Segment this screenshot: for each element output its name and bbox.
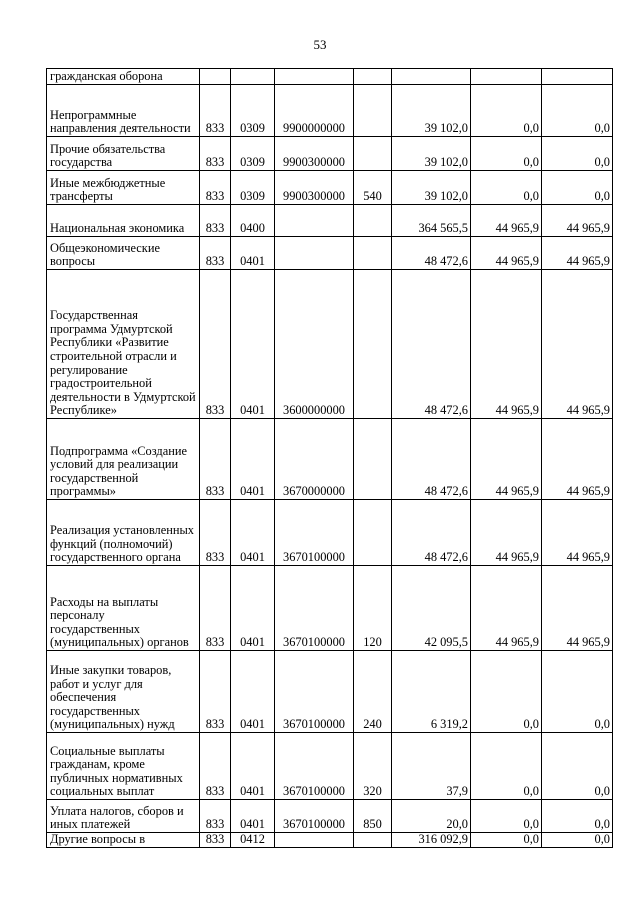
target-article [275,69,354,85]
section-code [231,69,275,85]
ministry-code: 833 [200,833,231,848]
row-name: Иные закупки товаров, работ и услуг для обеспечения государственных (муниципальных) нужд [47,651,200,733]
amount-year-1: 48 472,6 [392,270,471,419]
amount-year-1: 48 472,6 [392,237,471,270]
section-code: 0401 [231,270,275,419]
row-name: Реализация установленных функций (полномочий) государственного органа [47,500,200,566]
table-row [47,137,613,171]
expense-type [354,270,392,419]
row-name: Социальные выплаты гражданам, кроме публичных нормативных социальных выплат [47,733,200,800]
amount-year-3: 0,0 [542,733,613,800]
section-code: 0401 [231,651,275,733]
target-article: 3670100000 [275,651,354,733]
amount-year-3: 44 965,9 [542,205,613,237]
table-row [47,419,613,500]
amount-year-3: 0,0 [542,137,613,171]
amount-year-1 [392,69,471,85]
row-name: Государственная программа Удмуртской Республики «Развитие строительной отрасли и регулирование градостроительной деятельности в Удмуртской Республике» [47,270,200,419]
ministry-code: 833 [200,733,231,800]
ministry-code: 833 [200,85,231,137]
amount-year-1: 20,0 [392,800,471,833]
ministry-code [200,69,231,85]
expense-type [354,237,392,270]
table-row [47,566,613,651]
amount-year-3 [542,69,613,85]
amount-year-3: 0,0 [542,651,613,733]
ministry-code: 833 [200,651,231,733]
table-row [47,85,613,137]
expense-type [354,419,392,500]
ministry-code: 833 [200,800,231,833]
target-article: 3670100000 [275,500,354,566]
section-code: 0309 [231,85,275,137]
amount-year-1: 6 319,2 [392,651,471,733]
ministry-code: 833 [200,205,231,237]
ministry-code: 833 [200,137,231,171]
target-article: 3670100000 [275,566,354,651]
row-name: Расходы на выплаты персоналу государственных (муниципальных) органов [47,566,200,651]
table-row [47,205,613,237]
table-row [47,171,613,205]
amount-year-3: 44 965,9 [542,566,613,651]
row-name: Иные межбюджетные трансферты [47,171,200,205]
row-name: Национальная экономика [47,205,200,237]
target-article: 3600000000 [275,270,354,419]
expense-type [354,500,392,566]
amount-year-2: 44 965,9 [471,205,542,237]
row-name: гражданская оборона [47,69,200,85]
target-article [275,237,354,270]
budget-table [46,68,613,848]
section-code: 0401 [231,237,275,270]
amount-year-2: 0,0 [471,171,542,205]
row-name: Общеэкономические вопросы [47,237,200,270]
amount-year-1: 364 565,5 [392,205,471,237]
expense-type: 540 [354,171,392,205]
amount-year-1: 48 472,6 [392,500,471,566]
target-article: 3670100000 [275,800,354,833]
expense-type [354,137,392,171]
amount-year-2: 0,0 [471,137,542,171]
amount-year-1: 316 092,9 [392,833,471,848]
table-row [47,651,613,733]
amount-year-3: 0,0 [542,833,613,848]
amount-year-3: 44 965,9 [542,270,613,419]
amount-year-3: 0,0 [542,171,613,205]
expense-type [354,69,392,85]
table-row [47,833,613,848]
target-article [275,205,354,237]
amount-year-3: 44 965,9 [542,500,613,566]
section-code: 0401 [231,419,275,500]
amount-year-2: 0,0 [471,833,542,848]
table-row [47,733,613,800]
amount-year-1: 37,9 [392,733,471,800]
section-code: 0309 [231,137,275,171]
row-name: Прочие обязательства государства [47,137,200,171]
target-article: 9900300000 [275,171,354,205]
target-article: 9900000000 [275,85,354,137]
amount-year-1: 39 102,0 [392,85,471,137]
expense-type [354,85,392,137]
amount-year-1: 42 095,5 [392,566,471,651]
target-article: 3670100000 [275,733,354,800]
amount-year-3: 0,0 [542,85,613,137]
amount-year-2: 0,0 [471,85,542,137]
row-name: Непрограммные направления деятельности [47,85,200,137]
expense-type: 320 [354,733,392,800]
amount-year-2: 44 965,9 [471,566,542,651]
expense-type [354,833,392,848]
expense-type: 850 [354,800,392,833]
table-row [47,69,613,85]
amount-year-3: 44 965,9 [542,419,613,500]
table-row [47,500,613,566]
section-code: 0401 [231,500,275,566]
amount-year-3: 0,0 [542,800,613,833]
section-code: 0401 [231,566,275,651]
section-code: 0401 [231,800,275,833]
ministry-code: 833 [200,419,231,500]
amount-year-2: 0,0 [471,651,542,733]
target-article: 9900300000 [275,137,354,171]
section-code: 0309 [231,171,275,205]
amount-year-2: 44 965,9 [471,419,542,500]
ministry-code: 833 [200,270,231,419]
target-article: 3670000000 [275,419,354,500]
target-article [275,833,354,848]
table-row [47,270,613,419]
amount-year-1: 39 102,0 [392,137,471,171]
table-row [47,237,613,270]
section-code: 0400 [231,205,275,237]
ministry-code: 833 [200,171,231,205]
amount-year-2: 0,0 [471,800,542,833]
amount-year-3: 44 965,9 [542,237,613,270]
expense-type: 120 [354,566,392,651]
section-code: 0401 [231,733,275,800]
amount-year-2: 0,0 [471,733,542,800]
page-number: 53 [313,37,327,52]
amount-year-1: 48 472,6 [392,419,471,500]
amount-year-2: 44 965,9 [471,237,542,270]
expense-type [354,205,392,237]
amount-year-2: 44 965,9 [471,500,542,566]
amount-year-2: 44 965,9 [471,270,542,419]
table-body [47,69,613,848]
row-name: Другие вопросы в [47,833,200,848]
section-code: 0412 [231,833,275,848]
ministry-code: 833 [200,237,231,270]
row-name: Подпрограмма «Создание условий для реализации государственной программы» [47,419,200,500]
row-name: Уплата налогов, сборов и иных платежей [47,800,200,833]
ministry-code: 833 [200,500,231,566]
table-row [47,800,613,833]
expense-type: 240 [354,651,392,733]
ministry-code: 833 [200,566,231,651]
amount-year-1: 39 102,0 [392,171,471,205]
amount-year-2 [471,69,542,85]
